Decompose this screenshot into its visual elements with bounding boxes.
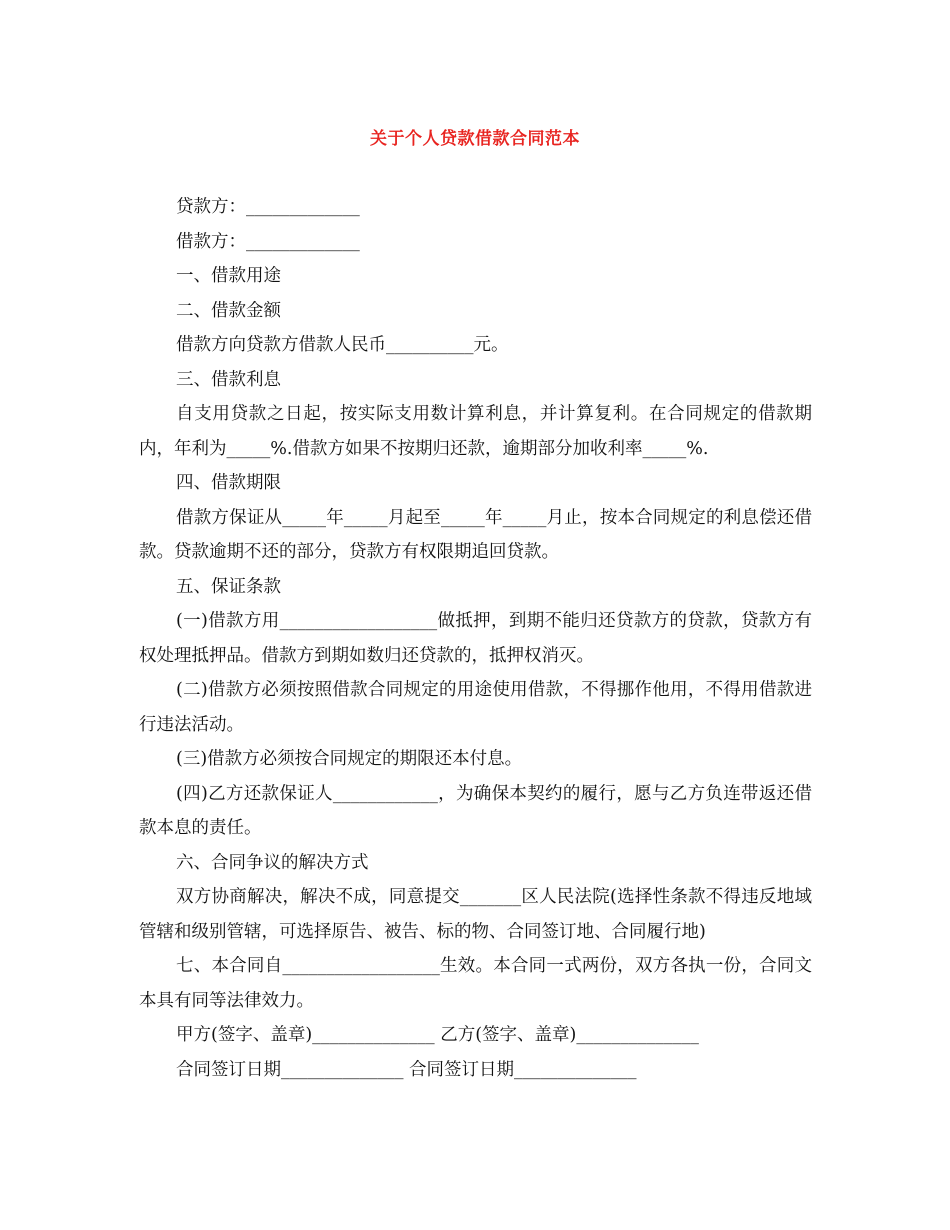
section-heading-interest: 三、借款利息 bbox=[176, 369, 281, 390]
section-heading-purpose: 一、借款用途 bbox=[176, 266, 281, 286]
term-clause: 借款方保证从_____年_____月起至_____年_____月止，按本合同规定的利息偿还借款。贷款逾期不还的部分，贷款方有权限期追回贷款。 bbox=[139, 507, 812, 562]
amount-clause: 借款方向贷款方借款人民币__________元。 bbox=[176, 335, 509, 355]
document-body bbox=[139, 190, 812, 1087]
effective-clause: 七、本合同自__________________生效。本合同一式两份，双方各执一份，合同文本具有同等法律效力。 bbox=[139, 956, 812, 1011]
signature-line: 甲方(签字、盖章)______________ 乙方(签字、盖章)______________ bbox=[176, 1025, 699, 1045]
signing-date-line: 合同签订日期______________ 合同签订日期______________ bbox=[176, 1059, 637, 1080]
section-heading-guarantee: 五、保证条款 bbox=[176, 576, 281, 597]
section-heading-dispute: 六、合同争议的解决方式 bbox=[176, 852, 369, 873]
document-title: 关于个人贷款借款合同范本 bbox=[370, 129, 580, 149]
section-heading-amount: 二、借款金额 bbox=[176, 300, 281, 321]
guarantee-clause-4: (四)乙方还款保证人____________，为确保本契约的履行，愿与乙方负连带返还借款本息的责任。 bbox=[139, 783, 812, 838]
guarantee-clause-1: (一)借款方用__________________做抵押，到期不能归还贷款方的贷款，贷款方有权处理抵押品。借款方到期如数归还贷款的，抵押权消灭。 bbox=[139, 611, 812, 666]
lender-line: 贷款方：_____________ bbox=[176, 197, 360, 217]
section-heading-term: 四、借款期限 bbox=[176, 473, 281, 493]
borrower-line: 借款方：_____________ bbox=[176, 231, 360, 252]
interest-clause: 自支用贷款之日起，按实际支用数计算利息，并计算复利。在合同规定的借款期内，年利为_____%.借款方如果不按期归还款，逾期部分加收利率_____%. bbox=[139, 404, 812, 459]
dispute-clause: 双方协商解决，解决不成，同意提交_______区人民法院(选择性条款不得违反地域管辖和级别管辖，可选择原告、被告、标的物、合同签订地、合同履行地) bbox=[139, 887, 812, 942]
guarantee-clause-3: (三)借款方必须按合同规定的期限还本付息。 bbox=[176, 749, 523, 769]
guarantee-clause-2: (二)借款方必须按照借款合同规定的用途使用借款，不得挪作他用，不得用借款进行违法活动。 bbox=[139, 680, 812, 735]
